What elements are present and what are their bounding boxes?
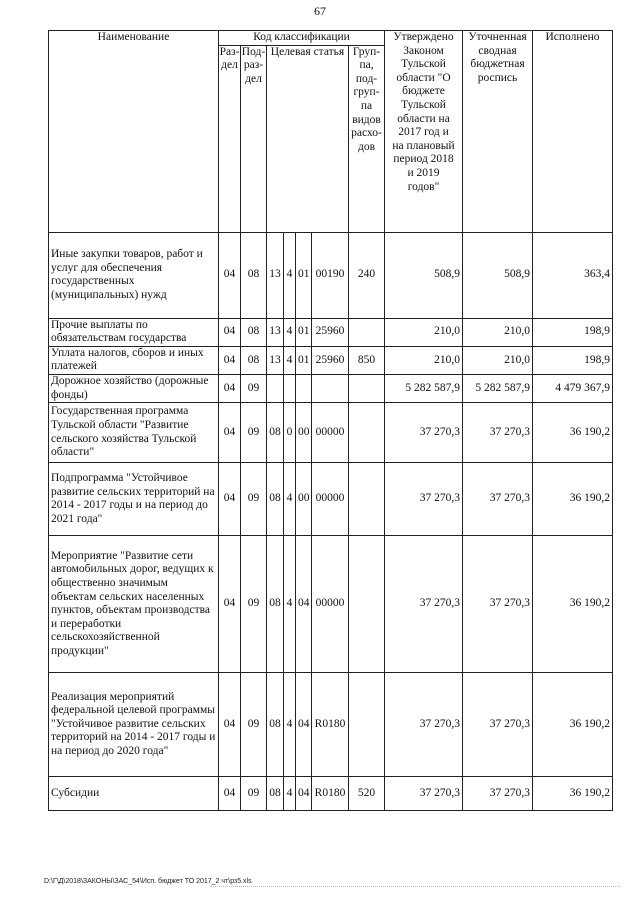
cell-t4: 00000 [312, 536, 349, 673]
footer-file-path: D:\Г\Д\2018\ЗАКОНЫ\ЗАС_54\Исп. бюджет ТО 2017_2 чт\рз5.xls [44, 878, 252, 885]
cell-refined: 210,0 [463, 346, 533, 374]
cell-executed: 198,9 [533, 318, 613, 346]
cell-executed: 36 190,2 [533, 777, 613, 811]
cell-t4: R0180 [312, 673, 349, 777]
cell-t2: 4 [284, 673, 296, 777]
cell-pr: 09 [241, 463, 267, 536]
cell-approved: 37 270,3 [385, 536, 463, 673]
cell-executed: 36 190,2 [533, 403, 613, 463]
cell-t4: 25960 [312, 318, 349, 346]
cell-vid: 850 [349, 346, 385, 374]
header-razdel: Раз- дел [219, 45, 241, 232]
table-row [49, 374, 613, 402]
cell-refined: 37 270,3 [463, 463, 533, 536]
cell-vid [349, 463, 385, 536]
cell-name: Иные закупки товаров, работ и услуг для обеспечения государственных (муниципальных) нужд [49, 232, 219, 318]
cell-t1: 08 [267, 673, 284, 777]
cell-rz: 04 [219, 673, 241, 777]
cell-t3: 00 [296, 403, 312, 463]
cell-t1 [267, 374, 284, 402]
table-row [49, 232, 613, 318]
cell-t3: 04 [296, 777, 312, 811]
footer-rule [210, 886, 620, 887]
cell-executed: 363,4 [533, 232, 613, 318]
cell-pr: 08 [241, 346, 267, 374]
cell-executed: 36 190,2 [533, 463, 613, 536]
cell-vid [349, 403, 385, 463]
cell-pr: 09 [241, 673, 267, 777]
cell-t1: 08 [267, 403, 284, 463]
cell-t3: 00 [296, 463, 312, 536]
cell-t2: 4 [284, 777, 296, 811]
cell-approved: 508,9 [385, 232, 463, 318]
cell-pr: 08 [241, 318, 267, 346]
cell-rz: 04 [219, 403, 241, 463]
header-executed: Исполнено [533, 31, 613, 233]
header-refined: Уточненная сводная бюджетная роспись [463, 31, 533, 233]
cell-name: Подпрограмма "Устойчивое развитие сельских территорий на 2014 - 2017 годы и на период до 2021 года" [49, 463, 219, 536]
cell-t4: 25960 [312, 346, 349, 374]
table-row [49, 536, 613, 673]
cell-executed: 36 190,2 [533, 673, 613, 777]
cell-executed: 198,9 [533, 346, 613, 374]
table-row [49, 777, 613, 811]
cell-t2: 0 [284, 403, 296, 463]
cell-vid [349, 536, 385, 673]
cell-t2: 4 [284, 536, 296, 673]
cell-t3: 01 [296, 232, 312, 318]
cell-t4: 00000 [312, 463, 349, 536]
cell-pr: 09 [241, 777, 267, 811]
cell-refined: 508,9 [463, 232, 533, 318]
cell-t2: 4 [284, 318, 296, 346]
cell-pr: 09 [241, 374, 267, 402]
cell-t3: 04 [296, 673, 312, 777]
cell-t1: 13 [267, 346, 284, 374]
cell-name: Реализация мероприятий федеральной целевой программы "Устойчивое развитие сельских территорий на 2014 - 2017 годы и на период до 2020 года" [49, 673, 219, 777]
cell-t1: 08 [267, 463, 284, 536]
table-row [49, 318, 613, 346]
cell-name: Прочие выплаты по обязательствам государства [49, 318, 219, 346]
cell-rz: 04 [219, 463, 241, 536]
cell-t4: 00190 [312, 232, 349, 318]
cell-executed: 4 479 367,9 [533, 374, 613, 402]
cell-refined: 37 270,3 [463, 403, 533, 463]
cell-rz: 04 [219, 346, 241, 374]
table-row [49, 673, 613, 777]
cell-t3: 01 [296, 346, 312, 374]
cell-name: Субсидии [49, 777, 219, 811]
cell-rz: 04 [219, 777, 241, 811]
cell-rz: 04 [219, 232, 241, 318]
cell-name: Мероприятие "Развитие сети автомобильных дорог, ведущих к общественно значимым объектам сельских населенных пунктов, объектам производства и переработки сельскохозяйственной продукции" [49, 536, 219, 673]
header-expense-type: Груп- па, под- груп- па видов расхо- дов [349, 45, 385, 232]
cell-t4: 00000 [312, 403, 349, 463]
cell-approved: 37 270,3 [385, 403, 463, 463]
cell-t4: R0180 [312, 777, 349, 811]
header-classification-code: Код классификации [219, 31, 385, 46]
cell-rz: 04 [219, 374, 241, 402]
cell-t1: 13 [267, 318, 284, 346]
cell-approved: 5 282 587,9 [385, 374, 463, 402]
cell-name: Государственная программа Тульской области "Развитие сельского хозяйства Тульской области" [49, 403, 219, 463]
cell-approved: 37 270,3 [385, 463, 463, 536]
table-row [49, 463, 613, 536]
cell-pr: 09 [241, 536, 267, 673]
cell-pr: 09 [241, 403, 267, 463]
page-number: 67 [314, 4, 326, 18]
cell-rz: 04 [219, 536, 241, 673]
cell-t4 [312, 374, 349, 402]
header-approved: Утверждено Законом Тульской области "О бюджете Тульской области на 2017 год и на плановый период 2018 и 2019 годов" [385, 31, 463, 233]
cell-t3 [296, 374, 312, 402]
header-name: Наименование [49, 31, 219, 233]
cell-t1: 08 [267, 777, 284, 811]
cell-vid [349, 318, 385, 346]
cell-refined: 37 270,3 [463, 777, 533, 811]
header-podrazdel: Под- раз- дел [241, 45, 267, 232]
cell-rz: 04 [219, 318, 241, 346]
cell-name: Уплата налогов, сборов и иных платежей [49, 346, 219, 374]
cell-approved: 210,0 [385, 346, 463, 374]
cell-name: Дорожное хозяйство (дорожные фонды) [49, 374, 219, 402]
cell-t3: 04 [296, 536, 312, 673]
cell-refined: 210,0 [463, 318, 533, 346]
cell-refined: 37 270,3 [463, 536, 533, 673]
cell-approved: 37 270,3 [385, 777, 463, 811]
cell-refined: 5 282 587,9 [463, 374, 533, 402]
budget-table [48, 30, 613, 811]
cell-t2: 4 [284, 346, 296, 374]
header-target-article: Целевая статья [267, 45, 349, 232]
table-row [49, 346, 613, 374]
cell-pr: 08 [241, 232, 267, 318]
cell-vid: 520 [349, 777, 385, 811]
cell-approved: 37 270,3 [385, 673, 463, 777]
cell-vid: 240 [349, 232, 385, 318]
cell-vid [349, 374, 385, 402]
cell-vid [349, 673, 385, 777]
cell-approved: 210,0 [385, 318, 463, 346]
cell-executed: 36 190,2 [533, 536, 613, 673]
cell-refined: 37 270,3 [463, 673, 533, 777]
cell-t1: 13 [267, 232, 284, 318]
cell-t3: 01 [296, 318, 312, 346]
cell-t2: 4 [284, 463, 296, 536]
cell-t1: 08 [267, 536, 284, 673]
table-row [49, 403, 613, 463]
cell-t2: 4 [284, 232, 296, 318]
cell-t2 [284, 374, 296, 402]
